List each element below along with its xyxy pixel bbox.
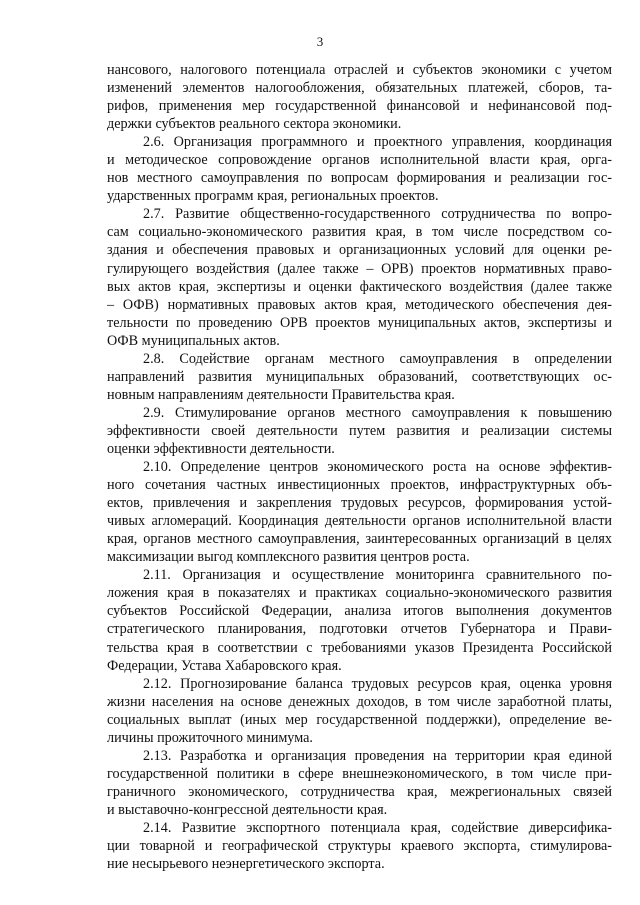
text-line: гулирующего воздействия (далее также – ОРВ) проектов нормативных право- xyxy=(107,260,612,277)
text-line: 2.14. Развитие экспортного потенциала края, содействие диверсифика- xyxy=(143,819,612,836)
text-line: эффективности своей деятельности путем развития и реализации системы xyxy=(107,422,612,439)
text-line: нов местного самоуправления по вопросам формирования и реализации гос- xyxy=(107,170,612,187)
text-line: тельности по проведению ОРВ проектов муниципальных актов, экспертизы и xyxy=(107,314,612,331)
paragraph-2-9 xyxy=(107,404,612,458)
text-line: ного сочетания частных инвестиционных проектов, инфраструктурных объ- xyxy=(107,477,612,494)
text-line: края, органов местного самоуправления, заинтересованных организаций в целях xyxy=(107,531,612,548)
text-line: 2.12. Прогнозирование баланса трудовых ресурсов края, оценка уровня xyxy=(143,675,612,692)
paragraph-2-6 xyxy=(107,133,612,205)
paragraph-2-13 xyxy=(107,747,612,819)
text-line: ударственных программ края, региональных проектов. xyxy=(107,188,439,205)
text-line: 2.6. Организация программного и проектного управления, координация xyxy=(143,134,612,151)
page-number: 3 xyxy=(316,34,324,49)
text-line: чивых агломераций. Координация деятельности органов исполнительной власти xyxy=(107,513,612,530)
text-line: здания и обеспечения правовых и организационных условий для оценки ре- xyxy=(107,242,612,259)
paragraph-2-14 xyxy=(107,819,612,873)
text-line: максимизации выгод комплексного развития центров роста. xyxy=(107,549,470,566)
paragraph-2-5-cont xyxy=(107,61,612,133)
text-line: государственной политики в сфере внешнеэкономического, в том числе при- xyxy=(107,765,612,782)
text-line: жизни населения на основе денежных доходов, в том числе заработной платы, xyxy=(107,693,612,710)
paragraph-2-8 xyxy=(107,350,612,404)
text-line: Федерации, Устава Хабаровского края. xyxy=(107,657,342,674)
text-line: и методическое сопровождение органов исполнительной власти края, орга- xyxy=(107,152,612,169)
text-line: оценки эффективности деятельности. xyxy=(107,440,335,457)
text-line: 2.9. Стимулирование органов местного самоуправления к повышению xyxy=(143,404,612,421)
text-line: социальных выплат (иных мер государственной поддержки), определение ве- xyxy=(107,711,612,728)
text-line: стратегического планирования, подготовки отчетов Губернатора и Прави- xyxy=(107,621,612,638)
text-line: граничного экономического, сотрудничества края, межрегиональных связей xyxy=(107,783,612,800)
text-line: ние несырьевого неэнергетического экспорта. xyxy=(107,856,385,873)
text-line: субъектов Российской Федерации, анализа итогов выполнения документов xyxy=(107,603,612,620)
text-line: ектов, привлечения и закрепления трудовых ресурсов, формирования устой- xyxy=(107,495,612,512)
text-line: тельства края в соответствии с требованиями указов Президента Российской xyxy=(107,639,612,656)
text-line: и выставочно-конгрессной деятельности края. xyxy=(107,801,388,818)
text-line: направлений развития муниципальных образований, соответствующих ос- xyxy=(107,368,612,385)
text-line: – ОФВ) нормативных правовых актов края, методического обеспечения дея- xyxy=(107,296,612,313)
text-line: ложения края в показателях и практиках социально-экономического развития xyxy=(107,585,612,602)
text-line: личины прожиточного минимума. xyxy=(107,729,313,746)
text-line: 2.11. Организация и осуществление мониторинга сравнительного по- xyxy=(143,567,612,584)
text-line: вых актов края, экспертизы и оценки фактического воздействия (далее также xyxy=(107,278,612,295)
text-line: ции товарной и географической структуры краевого экспорта, стимулирова- xyxy=(107,838,612,855)
paragraph-2-11 xyxy=(107,566,612,674)
text-line: 2.7. Развитие общественно-государственного сотрудничества по вопро- xyxy=(143,206,612,223)
text-line: изменений элементов налогообложения, обязательных платежей, сборов, та- xyxy=(107,80,612,97)
document-body xyxy=(107,61,612,873)
text-line: сам социально-экономического развития края, в том числе посредством со- xyxy=(107,224,612,241)
paragraph-2-10 xyxy=(107,458,612,566)
text-line: новным направлениям деятельности Правительства края. xyxy=(107,386,455,403)
text-line: 2.13. Разработка и организация проведения на территории края единой xyxy=(143,747,612,764)
text-line: рифов, применения мер государственной финансовой и нефинансовой под- xyxy=(107,98,612,115)
text-line: держки субъектов реального сектора экономики. xyxy=(107,116,402,133)
text-line: 2.8. Содействие органам местного самоуправления в определении xyxy=(143,350,612,367)
paragraph-2-7 xyxy=(107,205,612,349)
paragraph-2-12 xyxy=(107,675,612,747)
text-line: ОФВ муниципальных актов. xyxy=(107,332,280,349)
text-line: 2.10. Определение центров экономического роста на основе эффектив- xyxy=(143,459,612,476)
text-line: нансового, налогового потенциала отраслей и субъектов экономики с учетом xyxy=(107,62,612,78)
